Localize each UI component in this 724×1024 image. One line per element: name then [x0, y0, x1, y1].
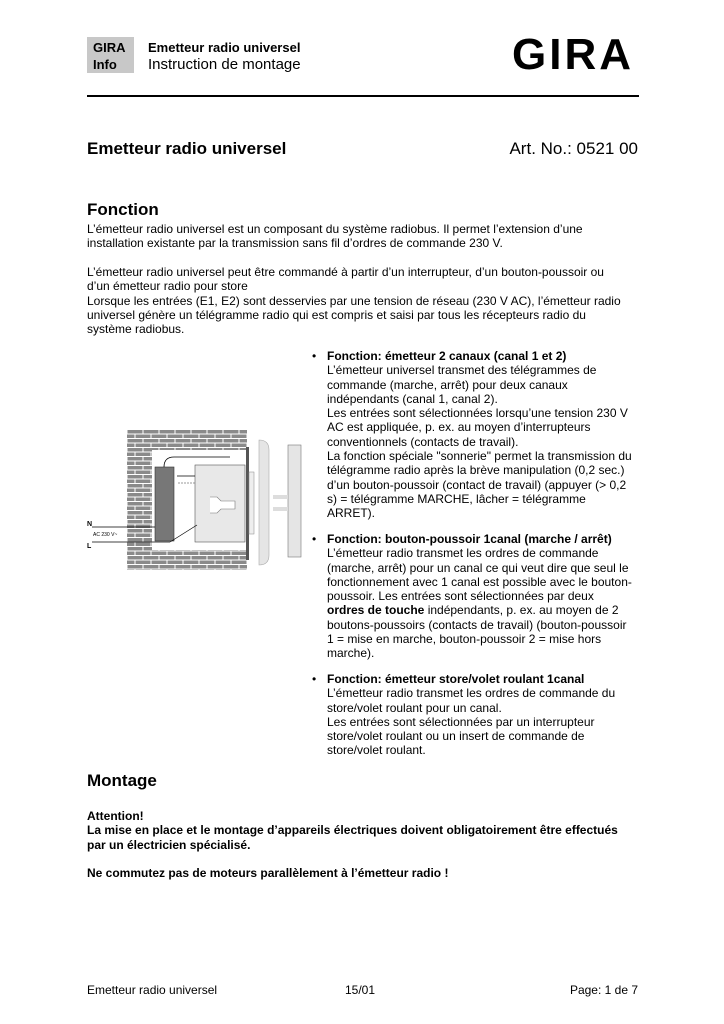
- text-line: poussoir. Les entrées sont sélectionnées par deux: [327, 589, 594, 604]
- text-line: commande (marche, arrêt) pour deux canaux: [327, 377, 568, 392]
- attention-label: Attention!: [87, 809, 144, 823]
- text-line: ARRET).: [327, 506, 375, 521]
- bullet-bouton-poussoir: [312, 532, 632, 661]
- text-line: d’un émetteur radio pour store: [87, 279, 248, 294]
- header-product: Emetteur radio universel: [148, 40, 301, 55]
- footer-date: 15/01: [345, 983, 376, 997]
- bullet-title: Fonction: émetteur store/volet roulant 1canal: [327, 672, 585, 686]
- bullet-store: [312, 672, 615, 758]
- text-line: [327, 603, 632, 617]
- text-line: Les entrées sont sélectionnées lorsqu’une tension 230 V: [327, 406, 628, 421]
- text-line: AC est appliquée, p. ex. au moyen d’interrupteurs: [327, 420, 591, 435]
- gira-info-badge: [87, 37, 134, 73]
- text-line: s) = télégramme MARCHE, lâcher = télégramme: [327, 491, 586, 506]
- text-line: installation existante par la transmission sans fil d’ordres de commande 230 V.: [87, 236, 503, 251]
- montage-warning: [87, 809, 647, 880]
- header-divider: [87, 95, 639, 97]
- bullet-title: Fonction: bouton-poussoir 1canal (marche / arrêt): [327, 532, 612, 546]
- bold-text: ordres de touche: [327, 603, 425, 618]
- text-line: boutons-poussoirs (contacts de travail) (bouton-poussoir: [327, 617, 627, 632]
- text-line: La fonction spéciale "sonnerie" permet la transmission du: [327, 449, 632, 464]
- label-n: N: [87, 521, 93, 528]
- bullet-icon: •: [312, 532, 317, 546]
- bullet-icon: •: [312, 349, 317, 363]
- text-line: 1 = mise en marche, bouton-poussoir 2 = mise hors: [327, 632, 602, 647]
- text-line: store/volet roulant ou un insert de commande de: [327, 729, 585, 744]
- text-line: indépendants (canal 1, canal 2).: [327, 391, 498, 406]
- text-line: store/volet roulant.: [327, 743, 426, 758]
- text-line: par un électricien spécialisé.: [87, 837, 251, 852]
- radio-transmitter: [155, 467, 174, 541]
- footer-left: Emetteur radio universel: [87, 983, 218, 997]
- text-line: (marche, arrêt) pour un canal ce qui veut dire que seul le: [327, 560, 629, 575]
- text-line: télégramme radio après la brève manipulation (0,2 sec.): [327, 463, 625, 478]
- fonction-heading: Fonction: [87, 200, 159, 219]
- badge-line2: Info: [93, 57, 117, 72]
- footer-page: Page: 1 de 7: [569, 983, 638, 997]
- article-number: Art. No.: 0521 00: [509, 139, 638, 158]
- label-ac: AC 230 V~: [93, 532, 118, 538]
- text-line: universel génère un télégramme radio qui est compris et saisi par tous les récepteurs radio du: [87, 307, 586, 322]
- text-line: L’émetteur radio transmet les ordres de commande du: [327, 686, 616, 701]
- text-line: système radiobus.: [87, 322, 185, 337]
- montage-heading: Montage: [87, 771, 157, 790]
- text-line: store/volet roulant pour un canal.: [327, 700, 502, 715]
- installation-diagram: [87, 425, 307, 575]
- bullet-icon: •: [312, 672, 317, 686]
- text-line: marche).: [327, 646, 375, 661]
- text-line: L’émetteur radio universel est un composant du système radiobus. Il permet l’extension d’une: [87, 222, 583, 236]
- text-line: Lorsque les entrées (E1, E2) sont desservies par une tension de réseau (230 V AC), l’émetteur radio: [87, 293, 621, 308]
- text-line: L’émetteur universel transmet des télégrammes de: [327, 363, 597, 378]
- text-line: conventionnels (contacts de travail).: [327, 434, 519, 449]
- text-line: L’émetteur radio transmet les ordres de commande: [327, 546, 599, 561]
- note-line: Ne commutez pas de moteurs parallèlement à l’émetteur radio !: [87, 866, 449, 881]
- fonction-para1: [87, 222, 647, 251]
- rocker: [288, 445, 301, 557]
- text-line: Les entrées sont sélectionnées par un interrupteur: [327, 714, 595, 729]
- text-line: fonctionnement avec 1 canal est possible avec le bouton-: [327, 574, 632, 589]
- fonction-para2: [87, 265, 647, 336]
- text: indépendants, p. ex. au moyen de 2: [424, 603, 619, 618]
- frame: [259, 440, 269, 565]
- text-line: L’émetteur radio universel peut être commandé à partir d’un interrupteur, d’un bouton-poussoir ou: [87, 265, 604, 279]
- bullet-2-canaux: [312, 349, 632, 521]
- page-title: Emetteur radio universel: [87, 139, 287, 158]
- badge-line1: GIRA: [93, 40, 126, 55]
- bullet-title: Fonction: émetteur 2 canaux (canal 1 et 2): [327, 349, 567, 363]
- text-line: d’un bouton-poussoir (contact de travail) (appuyer (> 0,2: [327, 477, 627, 492]
- text-line: La mise en place et le montage d’appareils électriques doivent obligatoirement être effectués: [87, 823, 618, 838]
- header-doc-type: Instruction de montage: [148, 56, 301, 73]
- label-l: L: [87, 543, 92, 550]
- gira-logo: GIRA: [512, 30, 634, 79]
